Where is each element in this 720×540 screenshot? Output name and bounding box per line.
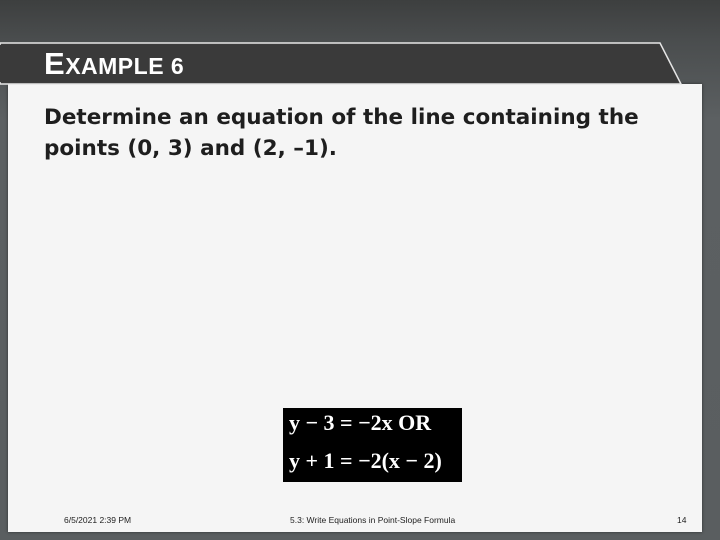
answer-equation-1: y − 3 = −2x OR <box>289 410 432 435</box>
footer-topic: 5.3: Write Equations in Point-Slope Formula <box>290 515 456 525</box>
slide-title <box>44 44 184 84</box>
title-remainder: XAMPLE 6 <box>65 53 185 79</box>
footer-page-number: 14 <box>677 515 687 525</box>
answer-box <box>283 408 462 482</box>
footer-date: 6/5/2021 2:39 PM <box>64 515 132 525</box>
title-initial: E <box>44 46 66 81</box>
problem-statement: Determine an equation of the line containing the points (0, 3) and (2, –1). <box>44 105 639 161</box>
answer-equation-2: y + 1 = −2(x − 2) <box>289 448 442 473</box>
